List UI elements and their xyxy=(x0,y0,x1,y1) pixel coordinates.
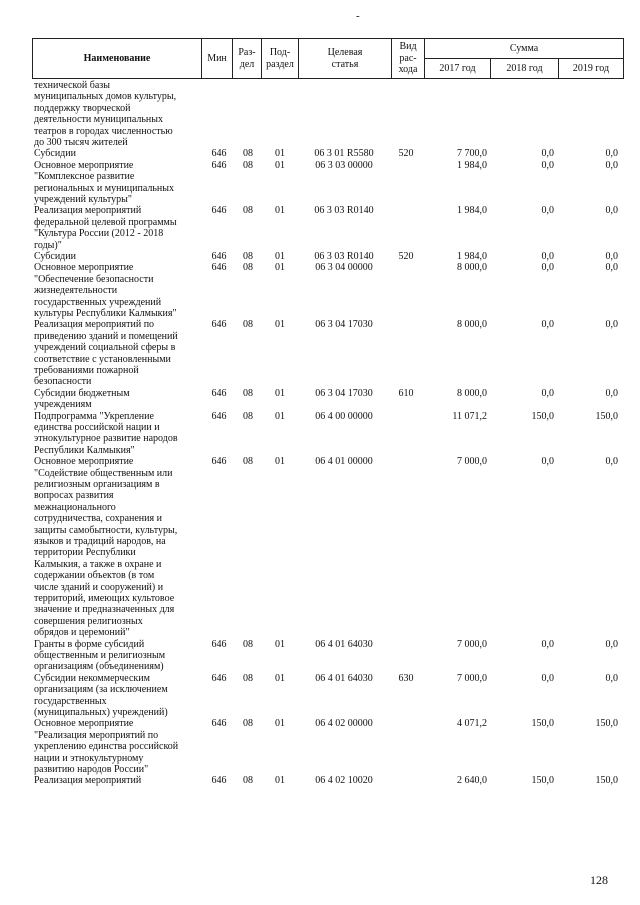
cell-tsel: 06 4 01 64030 xyxy=(315,672,373,684)
cell-y2019: 0,0 xyxy=(605,159,618,171)
cell-vid: 520 xyxy=(398,250,414,262)
cell-podrazdel: 01 xyxy=(275,319,285,331)
cell-tsel: 06 3 04 17030 xyxy=(315,319,373,331)
cell-y2017: 7 700,0 xyxy=(457,148,487,160)
cell-podrazdel: 01 xyxy=(275,672,285,684)
cell-y2018: 0,0 xyxy=(541,319,554,331)
cell-name: Реализация мероприятий xyxy=(34,775,142,787)
cell-y2019: 0,0 xyxy=(605,205,618,217)
cell-podrazdel: 01 xyxy=(275,638,285,650)
cell-y2017: 4 071,2 xyxy=(457,718,487,730)
cell-y2019: 0,0 xyxy=(605,148,618,160)
cell-razdel: 08 xyxy=(243,148,253,160)
cell-tsel: 06 4 01 00000 xyxy=(315,456,373,468)
cell-y2018: 0,0 xyxy=(541,672,554,684)
page-number: 128 xyxy=(590,873,608,887)
cell-y2019: 0,0 xyxy=(605,456,618,468)
cell-y2017: 1 984,0 xyxy=(457,159,487,171)
cell-y2017: 2 640,0 xyxy=(457,775,487,787)
cell-y2019: 150,0 xyxy=(595,718,618,730)
cell-razdel: 08 xyxy=(243,718,253,730)
cell-razdel: 08 xyxy=(243,387,253,399)
cell-vid: 610 xyxy=(398,387,414,399)
cell-y2017: 8 000,0 xyxy=(457,319,487,331)
cell-y2019: 0,0 xyxy=(605,319,618,331)
cell-y2019: 150,0 xyxy=(595,775,618,787)
cell-y2018: 0,0 xyxy=(541,205,554,217)
cell-y2019: 0,0 xyxy=(605,672,618,684)
cell-y2018: 150,0 xyxy=(531,410,554,422)
cell-y2017: 11 071,2 xyxy=(452,410,487,422)
cell-y2018: 0,0 xyxy=(541,387,554,399)
header-summa: Сумма xyxy=(425,39,624,59)
cell-min: 646 xyxy=(211,148,227,160)
cell-min: 646 xyxy=(211,672,227,684)
cell-y2017: 1 984,0 xyxy=(457,205,487,217)
cell-y2018: 150,0 xyxy=(531,775,554,787)
cell-name: Субсидии xyxy=(34,148,76,160)
cell-min: 646 xyxy=(211,775,227,787)
header-vid: Вид рас- хода xyxy=(392,39,425,79)
table-row xyxy=(0,319,640,387)
cell-name: Основное мероприятие "Содействие общественным или религиозным организациям в вопросах развития межнационального сотрудничества, сохранения и защиты самобытности, культуры, языков и традиций народов, на территории Республики Калмыкия, а также в охране и содержании объектов (в том числе зданий и сооружений) и территорий, имеющих культовое значение и предназначенных для совершения религиозных обрядов и церемоний" xyxy=(34,456,178,639)
header-razdel: Раз- дел xyxy=(233,39,262,79)
table-row xyxy=(0,160,640,206)
table-row xyxy=(0,388,640,411)
cell-y2018: 0,0 xyxy=(541,159,554,171)
table-row xyxy=(0,80,640,148)
table-body xyxy=(0,80,640,787)
cell-min: 646 xyxy=(211,159,227,171)
cell-name: технической базы муниципальных домов культуры, поддержку творческой деятельности муниципальных театров в городах численностью до 300 тысяч жителей xyxy=(34,80,177,149)
cell-razdel: 08 xyxy=(243,205,253,217)
cell-razdel: 08 xyxy=(243,262,253,274)
cell-y2018: 0,0 xyxy=(541,148,554,160)
cell-y2017: 7 000,0 xyxy=(457,638,487,650)
table-row xyxy=(0,775,640,786)
cell-min: 646 xyxy=(211,410,227,422)
cell-tsel: 06 3 01 R5580 xyxy=(314,148,374,160)
top-mark: - xyxy=(356,10,360,22)
cell-podrazdel: 01 xyxy=(275,775,285,787)
cell-tsel: 06 4 02 00000 xyxy=(315,718,373,730)
cell-razdel: 08 xyxy=(243,319,253,331)
cell-y2019: 0,0 xyxy=(605,387,618,399)
cell-min: 646 xyxy=(211,262,227,274)
cell-tsel: 06 4 02 10020 xyxy=(315,775,373,787)
cell-tsel: 06 3 03 R0140 xyxy=(314,205,374,217)
table-row xyxy=(0,251,640,262)
cell-razdel: 08 xyxy=(243,250,253,262)
cell-name: Основное мероприятие "Реализация мероприятий по укреплению единства российской нации и этнокультурному развитию народов России" xyxy=(34,718,179,775)
cell-y2019: 0,0 xyxy=(605,638,618,650)
cell-podrazdel: 01 xyxy=(275,718,285,730)
cell-name: Подпрограмма "Укрепление единства российской нации и этнокультурное развитие народов Республики Калмыкия" xyxy=(34,410,178,456)
cell-min: 646 xyxy=(211,718,227,730)
header-podrazdel: Под- раздел xyxy=(262,39,299,79)
cell-podrazdel: 01 xyxy=(275,456,285,468)
cell-podrazdel: 01 xyxy=(275,410,285,422)
cell-name: Реализация мероприятий федеральной целевой программы "Культура России (2012 - 2018 годы)" xyxy=(34,205,177,251)
cell-name: Субсидии бюджетным учреждениям xyxy=(34,387,130,411)
header-min: Мин xyxy=(202,39,233,79)
cell-podrazdel: 01 xyxy=(275,148,285,160)
cell-name: Реализация мероприятий по приведению зданий и помещений учреждений социальной сферы в соответствие с установленными требованиями пожарной безопасности xyxy=(34,319,178,388)
cell-y2017: 7 000,0 xyxy=(457,672,487,684)
cell-podrazdel: 01 xyxy=(275,387,285,399)
cell-min: 646 xyxy=(211,638,227,650)
table-row xyxy=(0,411,640,457)
cell-name: Субсидии некоммерческим организациям (за исключением государственных (муниципальных) учреждений) xyxy=(34,672,168,718)
header-y2019: 2019 год xyxy=(559,59,624,79)
table-row xyxy=(0,456,640,638)
cell-razdel: 08 xyxy=(243,456,253,468)
cell-y2017: 8 000,0 xyxy=(457,262,487,274)
cell-y2018: 0,0 xyxy=(541,638,554,650)
cell-tsel: 06 4 00 00000 xyxy=(315,410,373,422)
cell-name: Гранты в форме субсидий общественным и религиозным организациям (объединениям) xyxy=(34,638,166,673)
cell-name: Субсидии xyxy=(34,250,76,262)
table-row xyxy=(0,639,640,673)
header-y2017: 2017 год xyxy=(425,59,491,79)
cell-y2019: 0,0 xyxy=(605,250,618,262)
cell-min: 646 xyxy=(211,205,227,217)
header-name: Наименование xyxy=(33,39,202,79)
cell-razdel: 08 xyxy=(243,672,253,684)
cell-y2019: 0,0 xyxy=(605,262,618,274)
header-y2018: 2018 год xyxy=(491,59,559,79)
cell-tsel: 06 3 04 17030 xyxy=(315,387,373,399)
table-row xyxy=(0,718,640,775)
cell-podrazdel: 01 xyxy=(275,262,285,274)
header-tsel: Целевая статья xyxy=(299,39,392,79)
cell-podrazdel: 01 xyxy=(275,250,285,262)
table-row xyxy=(0,205,640,251)
cell-min: 646 xyxy=(211,387,227,399)
cell-y2017: 8 000,0 xyxy=(457,387,487,399)
cell-podrazdel: 01 xyxy=(275,205,285,217)
cell-y2018: 0,0 xyxy=(541,262,554,274)
cell-y2017: 1 984,0 xyxy=(457,250,487,262)
cell-y2018: 0,0 xyxy=(541,250,554,262)
cell-min: 646 xyxy=(211,456,227,468)
cell-razdel: 08 xyxy=(243,638,253,650)
cell-razdel: 08 xyxy=(243,159,253,171)
cell-vid: 630 xyxy=(398,672,414,684)
cell-tsel: 06 3 04 00000 xyxy=(315,262,373,274)
table-row xyxy=(0,262,640,319)
cell-min: 646 xyxy=(211,319,227,331)
cell-tsel: 06 4 01 64030 xyxy=(315,638,373,650)
cell-y2018: 0,0 xyxy=(541,456,554,468)
table-row xyxy=(0,148,640,159)
cell-vid: 520 xyxy=(398,148,414,160)
table-row xyxy=(0,673,640,719)
cell-min: 646 xyxy=(211,250,227,262)
cell-y2019: 150,0 xyxy=(595,410,618,422)
cell-y2018: 150,0 xyxy=(531,718,554,730)
cell-podrazdel: 01 xyxy=(275,159,285,171)
cell-y2017: 7 000,0 xyxy=(457,456,487,468)
table-header xyxy=(32,38,624,79)
cell-tsel: 06 3 03 R0140 xyxy=(314,250,374,262)
cell-name: Основное мероприятие "Комплексное развитие региональных и муниципальных учреждений культуры" xyxy=(34,159,174,205)
cell-tsel: 06 3 03 00000 xyxy=(315,159,373,171)
cell-razdel: 08 xyxy=(243,775,253,787)
cell-razdel: 08 xyxy=(243,410,253,422)
cell-name: Основное мероприятие "Обеспечение безопасности жизнедеятельности государственных учреждений культуры Республики Калмыкия" xyxy=(34,262,177,319)
